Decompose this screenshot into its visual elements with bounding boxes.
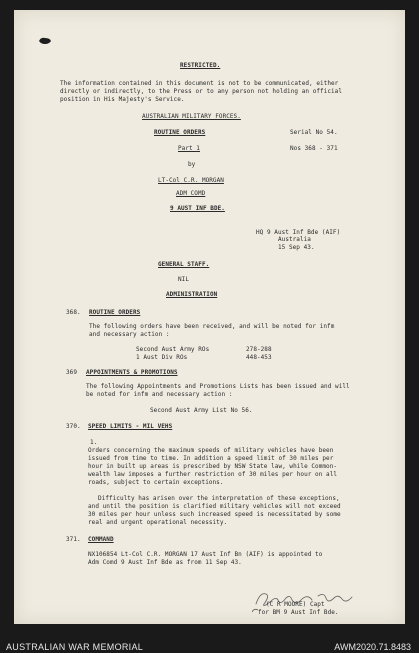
signature-role: for BM 9 Aust Inf Bde. xyxy=(258,609,339,616)
restricted-heading: RESTRICTED. xyxy=(180,62,221,69)
notice-line-2: directly or indirectly, to the Press or to any person not holding an official xyxy=(60,88,342,95)
item-370-para-2-line-3: 30 miles per hour unless such increased speed is necessitated by some xyxy=(88,511,341,518)
serial-number: Serial No 54. xyxy=(290,129,338,136)
item-371-line-2: Adm Comd 9 Aust Inf Bde as from 11 Sep 43. xyxy=(88,559,242,566)
item-369-ref: Second Aust Army List No 56. xyxy=(150,407,253,414)
routine-orders-title: ROUTINE ORDERS xyxy=(154,129,206,136)
commander-name: LT-Col C.R. MORGAN xyxy=(158,177,224,184)
document-date: 15 Sep 43. xyxy=(278,244,315,251)
part-label: Part 1 xyxy=(178,145,200,152)
item-370-para-1-marker: 1. xyxy=(90,439,98,446)
administration-heading: ADMINISTRATION xyxy=(166,291,218,298)
general-staff-heading: GENERAL STAFF. xyxy=(158,261,210,268)
item-number-369: 369 xyxy=(66,369,77,376)
item-371-line-1: NX106854 Lt-Col C.R. MORGAN 17 Aust Inf Bn (AIF) is appointed to xyxy=(88,551,323,558)
item-370-para-1-line-3: hour in built up areas is prescribed by NSW State law, while Common- xyxy=(88,463,338,470)
force-title: AUSTRALIAN MILITARY FORCES. xyxy=(142,113,241,120)
item-370-para-2-line-4: real and urgent operational necessity. xyxy=(88,519,228,526)
item-370-para-1-line-2: issued from time to time. In addition a speed limit of 30 miles per xyxy=(88,455,334,462)
item-heading-appointments: APPOINTMENTS & PROMOTIONS xyxy=(86,369,178,376)
general-staff-nil: NIL xyxy=(178,276,189,283)
item-368-line-1: The following orders have been received, and will be noted for infm xyxy=(89,323,335,330)
item-number-371: 371. xyxy=(66,536,81,543)
item-369-line-1: The following Appointments and Promotions Lists has been issued and will xyxy=(86,383,350,390)
punch-hole-icon xyxy=(38,36,52,46)
hq-location: HQ 9 Aust Inf Bde (AIF) xyxy=(256,229,341,236)
footer-institution: AUSTRALIAN WAR MEMORIAL xyxy=(6,642,144,652)
item-370-para-1-line-5: roads, subject to certain exceptions. xyxy=(88,479,224,486)
document-page xyxy=(14,10,405,624)
item-heading-command: COMMAND xyxy=(88,536,114,543)
item-369-line-2: be noted for infm and necessary action : xyxy=(86,391,233,398)
item-heading-speed-limits: SPEED LIMITS - MIL VEHS xyxy=(88,423,173,430)
order-numbers: Nos 368 - 371 xyxy=(290,145,338,152)
ref-1-aust-div-ros: 1 Aust Div ROs xyxy=(136,354,188,361)
signature-name: (C R MOORE) Capt xyxy=(266,601,325,608)
notice-line-1: The information contained in this document is not to be communicated, either xyxy=(60,80,339,87)
item-370-para-2-line-2: and until the position is clarified military vehicles will not exceed xyxy=(88,503,341,510)
item-number-370: 370. xyxy=(66,423,81,430)
commander-appointment: ADM COMD xyxy=(176,190,206,197)
unit-name: 9 AUST INF BDE. xyxy=(170,205,225,212)
item-370-para-1-line-4: wealth law imposes a further restriction of 30 miles per hour on all xyxy=(88,471,338,478)
footer-accession-number: AWM2020.71.8483 xyxy=(334,642,411,652)
item-368-line-2: and necessary action : xyxy=(89,331,170,338)
ref-second-aust-army-ros-value: 278-288 xyxy=(246,346,272,353)
item-370-para-1-line-1: Orders concerning the maximum speeds of military vehicles have been xyxy=(88,447,334,454)
item-370-para-2-line-1: Difficulty has arisen over the interpretation of these exceptions, xyxy=(98,495,340,502)
ref-second-aust-army-ros: Second Aust Army ROs xyxy=(136,346,210,353)
archive-footer xyxy=(0,624,419,653)
location-place: Australia xyxy=(278,236,311,243)
item-number-368: 368. xyxy=(66,309,81,316)
notice-line-3: position in His Majesty's Service. xyxy=(60,96,185,103)
item-heading-routine-orders: ROUTINE ORDERS xyxy=(89,309,141,316)
ref-1-aust-div-ros-value: 448-453 xyxy=(246,354,272,361)
by-label: by xyxy=(188,161,196,168)
